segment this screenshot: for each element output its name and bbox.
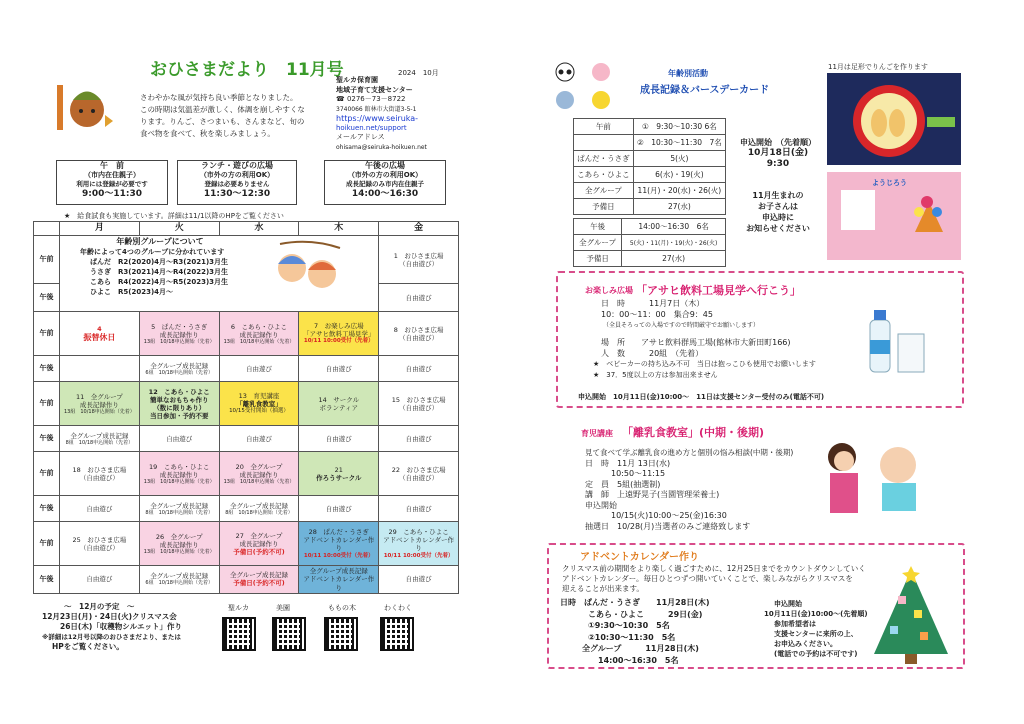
pm-label: 午後: [34, 356, 60, 382]
cal-corner: [34, 222, 60, 236]
detail-line: 抽選日 10/28(月)当選者のみご連絡致します: [585, 521, 751, 531]
cell-day: 14 サークル: [318, 395, 360, 404]
asahi-sub-label: お楽しみ広場: [585, 286, 633, 295]
detail-line: 日 時 11月 13日(水): [585, 458, 671, 468]
am-label: 午前: [34, 236, 60, 284]
qr-label: 聖ルカ: [228, 604, 249, 612]
cell-note: 13組 10/18申込開始（先着）: [143, 338, 215, 345]
row-label: 予備日: [574, 251, 622, 267]
cell-text: 「離乳食教室」: [236, 400, 282, 409]
row-label: ぱんだ・うさぎ: [574, 151, 634, 167]
cell-note: 13組 10/18申込開始（先着）: [223, 478, 295, 485]
cell-day: 12 こあら・ひよこ: [148, 387, 210, 396]
kids-illustration: [270, 240, 345, 295]
qr-code-icon[interactable]: [272, 617, 306, 651]
schedule-line: 14:00～16:30 5名: [598, 655, 679, 665]
cell-text: 全グループ成長記録: [150, 501, 209, 510]
weaning-title: 「離乳食教室」(中期・後期): [622, 426, 765, 439]
box-time: 14:00～16:30: [351, 188, 419, 199]
december-plan: [42, 602, 182, 652]
photo-caption: 11月は足形でりんごを作ります: [828, 63, 928, 71]
lunch-box: [177, 160, 297, 205]
cal-cell: [379, 452, 459, 496]
org-info: [336, 76, 456, 152]
group-sub: 年齢によって4つのグループに分かれています: [80, 248, 225, 257]
group-line: うさぎ R3(2021)4月～R4(2022)3月生: [90, 268, 229, 277]
cal-cell: 自由遊び: [60, 496, 140, 522]
box-note: 登録は必要ありません: [204, 180, 270, 188]
pm-label: 午後: [34, 426, 60, 452]
bday-line: お知らせください: [746, 224, 810, 233]
cell-day: 18 おひさま広場: [72, 465, 127, 474]
cell-day: 20 全グループ: [235, 462, 283, 471]
schedule-line: ①9:30～10:30 5名: [588, 621, 670, 630]
cell-day: 6 こあら・ひよこ: [230, 322, 288, 331]
row-label: [574, 135, 634, 151]
cell-note: 10/11 10:00受付（先着）: [383, 552, 454, 559]
cell-note: 6組 10/18申込開始（先着）: [145, 369, 213, 376]
weaning-sub-label: 育児講座: [581, 429, 613, 438]
issue-date: 2024 10月: [398, 69, 439, 77]
cell-text: 全グループ成長記録: [70, 431, 129, 440]
cal-cell: [219, 522, 299, 566]
group-line: こあら R4(2022)4月～R5(2023)3月生: [90, 278, 229, 287]
cal-cell: 自由遊び: [299, 356, 379, 382]
schedule-line: ②10:30～11:30 5名: [588, 632, 676, 642]
cell-day: 8 おひさま広場: [393, 325, 444, 334]
intro-line: この時期は気温差が激しく、体調を崩しやすくな: [140, 105, 305, 114]
detail-line: （全員そろっての入場ですので時間厳守でお願いします）: [603, 322, 760, 329]
pm-label: 午後: [34, 284, 60, 312]
birthday-note: [742, 190, 814, 234]
box-note: 利用には登録が必要です: [76, 180, 148, 188]
cal-cell: [139, 312, 219, 356]
intro-line: さわやかな風が気持ち良い季節となりました。: [140, 93, 298, 102]
asahi-sub: [585, 285, 633, 296]
detail-line: 10/15(火)10:00～25(金)16:30: [611, 511, 727, 520]
qr-code-icon[interactable]: [324, 617, 358, 651]
row-value: ② 10:30～11:30 7名: [633, 135, 725, 151]
apply-line: 支援センターに来所の上、: [774, 630, 858, 638]
cell-text: 成長記録作り: [239, 470, 279, 479]
row-value: ① 9:30～10:30 6名: [633, 119, 725, 135]
schedule-line: こあら・ひよこ 29日(金): [588, 609, 703, 619]
cell-note: 8組 10/18申込開始（先着）: [145, 509, 213, 516]
apply-line: 申込開始: [774, 600, 802, 608]
cell-text: 全グループ成長記録: [230, 571, 288, 580]
box-note: 成長記録のみ市内在住親子: [346, 180, 424, 188]
detail-line: 10：00～11：00 集合9：45: [601, 310, 713, 319]
weaning-sub: [581, 428, 613, 439]
apply-line: 10月11日(金)10:00～(先着順): [764, 610, 868, 618]
cal-cell: [379, 312, 459, 356]
row-label: 全グループ: [574, 183, 634, 199]
section-sub: 年齢別活動: [668, 69, 708, 78]
weaning-details: [585, 448, 793, 532]
cell-text: （自由遊び）: [399, 259, 439, 268]
day-header: 木: [299, 222, 379, 236]
cal-cell: [60, 312, 140, 356]
detail-line: 日 時 11月7日（木）: [601, 299, 705, 308]
pm-label: 午後: [34, 496, 60, 522]
cell-text: 成長記録作り: [159, 470, 199, 479]
cell-text: （数に限りあり）: [153, 403, 206, 412]
cell-text: 全グループ成長記録: [150, 361, 209, 370]
card-label: ようじろう: [872, 179, 907, 187]
cell-text: 作ろうサークル: [316, 473, 362, 482]
cell-text: （自由遊び）: [399, 333, 439, 342]
intro-line: アドベントカレンダー。毎日ひとつずつ開いていくことで、楽しみながらクリスマスを: [562, 574, 853, 583]
cal-cell: [219, 566, 299, 593]
cell-note: 13組 10/18申込開始（先着）: [143, 548, 215, 555]
drink-bottle-icon: [862, 306, 932, 376]
cell-day: 13 育児講座: [238, 392, 280, 401]
cell-day: 25 おひさま広場: [72, 535, 127, 544]
apply-line: お申込みください。: [774, 640, 837, 648]
holiday: 振替休日: [83, 332, 116, 342]
org-address: 3740066 館林市大街道3-5-1: [336, 105, 417, 113]
cell-text: アドベントカレンダー作り: [303, 536, 375, 553]
cal-cell: [299, 522, 379, 566]
cal-cell: 自由遊び: [219, 356, 299, 382]
cal-cell: [60, 426, 140, 452]
row-value: 5(火): [633, 151, 725, 167]
qr-label: わくわく: [384, 604, 412, 612]
cell-text: 成長記録作り: [239, 539, 279, 548]
birthday-card-photo: [827, 172, 961, 260]
cell-text: （自由遊び）: [399, 473, 439, 482]
lunch-notice: ★ 給食試食も実施しています。詳細は11/1以降のHPをご覧ください: [64, 212, 284, 220]
apply-line: (電話での予約は不可です): [774, 650, 858, 658]
intro-line: 迎えることが出来ます。: [562, 584, 644, 593]
cell-day: 27 全グループ: [235, 531, 283, 540]
detail-line: 場 所 アサヒ飲料群馬工場(館林市大新田町166): [601, 338, 791, 347]
cell-text: 全グループ成長記録: [150, 572, 209, 581]
dec-line: ※詳細は12月号以降のおひさまだより、または: [42, 633, 181, 641]
box-sub: （市外の方の利用OK）: [347, 170, 423, 179]
cell-note: 13組 10/18申込開始（先着）: [223, 338, 295, 345]
cal-cell: [139, 522, 219, 566]
cal-cell: [299, 566, 379, 593]
cell-note: 予備日(予約不可): [233, 547, 285, 556]
cal-cell: 自由遊び: [299, 496, 379, 522]
cal-cell: 自由遊び: [379, 496, 459, 522]
record-schedule-pm: [573, 218, 726, 267]
cell-text: 全グループ成長記録: [309, 567, 368, 576]
cal-cell: [219, 312, 299, 356]
box-time: 9:00～11:30: [81, 188, 143, 199]
detail-line: ★ 37．5度以上の方は参加出来ません: [593, 371, 718, 379]
cal-cell: [299, 382, 379, 426]
dec-line: 12月23日(月)・24日(火)クリスマス会: [42, 612, 177, 621]
cell-text: ボランティア: [319, 403, 359, 412]
mother-baby-illustration: [820, 435, 930, 520]
cal-cell: 自由遊び: [379, 566, 459, 593]
day-header: 火: [139, 222, 219, 236]
pm-label: 午後: [34, 566, 60, 593]
cell-day: 11 全グループ: [76, 392, 123, 401]
row-value: 5(火)・11(月)・19(火)・26(火): [622, 235, 726, 251]
apply-line: 申込開始 （先着順）: [740, 138, 816, 147]
cell-day: 15 おひさま広場: [391, 395, 446, 404]
cal-cell: [60, 452, 140, 496]
cal-cell: 自由遊び: [60, 566, 140, 593]
box-heading: ランチ・遊びの広場: [201, 161, 273, 170]
day-header: 月: [60, 222, 140, 236]
cell-day: 29 こあら・ひよこ: [388, 528, 449, 537]
apple-card-photo: [827, 73, 961, 165]
dec-title: ～ 12月の予定 ～: [64, 602, 135, 611]
cell-day: 5 ぱんだ・うさぎ: [151, 322, 208, 331]
detail-line: 定 員 5組(抽選制): [585, 479, 661, 489]
advent-apply: [764, 599, 868, 659]
am-label: 午前: [34, 522, 60, 566]
row-value: 11(月)・20(水)・26(火): [633, 183, 725, 199]
schedule-line: 日時 ぱんだ・うさぎ 11月28日(木): [560, 598, 710, 607]
row-value: 27(水): [622, 251, 726, 267]
animal-icons: [553, 60, 625, 112]
cell-day: 4: [97, 324, 102, 333]
cell-text: 成長記録作り: [159, 330, 199, 339]
box-sub: （市内在住親子）: [84, 170, 140, 179]
box-heading: 午後の広場: [365, 161, 405, 170]
box-time: 11:30～12:30: [203, 188, 271, 199]
cal-cell: [139, 566, 219, 593]
row-label: 午前: [574, 119, 634, 135]
cal-cell: [219, 382, 299, 426]
record-apply: [736, 137, 820, 170]
cell-note: 当日参加・予約不要: [149, 411, 209, 420]
row-label: 予備日: [574, 199, 634, 215]
cell-note: 10/11 10:00受付（先着）: [303, 338, 374, 345]
cell-note: 予備日(予約不可): [233, 579, 285, 588]
christmas-tree-icon: [868, 566, 954, 666]
cal-cell: [379, 236, 459, 284]
cal-cell: 自由遊び: [379, 426, 459, 452]
bday-line: 申込時に: [762, 213, 794, 222]
cal-cell: [139, 452, 219, 496]
asahi-title: 「アサヒ飲料工場見学へ行こう」: [636, 284, 801, 297]
qr-code-icon[interactable]: [380, 617, 414, 651]
cell-text: 「アサヒ飲料工場見学」: [303, 330, 375, 339]
cell-note: 10/15受付開始（抽選）: [229, 408, 289, 415]
cal-cell: [60, 382, 140, 426]
row-value: 14:00～16:30 6名: [622, 219, 726, 235]
cell-note: 8組 10/18申込開始（先着）: [65, 439, 134, 446]
row-label: 午後: [574, 219, 622, 235]
advent-title: アドベントカレンダー作り: [580, 552, 700, 563]
cal-cell: [299, 312, 379, 356]
cal-cell: [379, 382, 459, 426]
org-phone: ☎ 0276－73－8722: [336, 95, 406, 103]
org-name: 聖ルカ保育園: [336, 76, 378, 84]
intro-text: [140, 92, 340, 140]
section-title: 成長記録＆バースデーカード: [640, 85, 770, 96]
apply-line: 10月18日(金): [747, 148, 809, 158]
detail-line: 申込開始: [585, 500, 617, 510]
bday-line: お子さんは: [758, 202, 798, 211]
cal-cell: [219, 452, 299, 496]
cell-text: 成長記録作り: [239, 330, 279, 339]
detail-line: 講 師 上遠野晃子(当園管理栄養士): [585, 490, 720, 499]
cell-text: 成長記録作り: [159, 540, 199, 549]
detail-line: 人 数 20組 （先着）: [601, 349, 704, 358]
cell-day: 7 お楽しみ広場: [313, 322, 364, 331]
cal-cell: [379, 522, 459, 566]
cal-cell: [60, 522, 140, 566]
qr-label: ももの木: [328, 604, 356, 612]
cell-text: アドベントカレンダー作り: [383, 536, 455, 553]
box-heading: 午 前: [100, 161, 124, 170]
record-schedule-am: [573, 118, 726, 215]
bday-line: 11月生まれの: [752, 191, 804, 200]
org-center: 地域子育て支援センター: [336, 85, 413, 94]
cal-cell: [139, 382, 219, 426]
cell-day: 26 全グループ: [155, 532, 203, 541]
advent-schedule: [560, 597, 710, 666]
asahi-apply: 申込開始 10月11日(金)10:00～ 11日は支援センター受付のみ(電話不可): [578, 393, 825, 401]
cell-text: アドベントカレンダー作り: [303, 575, 375, 592]
calendar: [33, 221, 459, 594]
apply-line: 参加希望者は: [774, 620, 816, 628]
cal-cell: 自由遊び: [219, 426, 299, 452]
intro-line: クリスマス前の期間をより楽しく過ごすために、12月25日までをカウントダウンしていく: [562, 564, 866, 573]
cal-cell: [219, 496, 299, 522]
am-label: 午前: [34, 382, 60, 426]
afternoon-box: [324, 160, 446, 205]
cal-cell: [299, 452, 379, 496]
schedule-line: 全グループ 11月28日(木): [582, 644, 699, 653]
cell-text: 成長記録作り: [79, 400, 119, 409]
org-email[interactable]: ohisama@seiruka-hoikuen.net: [336, 143, 427, 151]
cell-day: 1 おひさま広場: [393, 251, 444, 260]
qr-label: 美園: [276, 604, 290, 612]
cell-note: 13組 10/18申込開始（先着）: [64, 408, 135, 415]
group-line: ぱんだ R2(2020)4月～R3(2021)3月生: [90, 258, 229, 267]
org-mail-label: メールアドレス: [336, 133, 385, 141]
org-url[interactable]: hoikuen.net/support: [336, 123, 407, 132]
advent-intro: [562, 564, 866, 594]
cell-note: 13組 10/18申込開始（先着）: [143, 478, 215, 485]
box-sub: （市外の方の利用OK）: [199, 170, 275, 179]
detail-line: ★ ベビーカーの持ち込み不可 当日は抱っこひも使用でお願いします: [593, 360, 816, 368]
cell-note: 6組 10/18申込開始（先着）: [145, 580, 213, 587]
cal-cell: [60, 356, 140, 382]
intro-line: 食べ物を食べて、秋を楽しみましょう。: [140, 129, 275, 138]
cal-cell: 自由遊び: [139, 426, 219, 452]
cell-text: 簡単なおもちゃ作り: [149, 395, 209, 404]
cell-day: 19 こあら・ひよこ: [149, 462, 210, 471]
org-url[interactable]: https://www.seiruka-: [336, 114, 419, 123]
qr-code-icon[interactable]: [222, 617, 256, 651]
row-value: 6(水)・19(火): [633, 167, 725, 183]
intro-line: ります。りんご、さつまいも、さんまなど、旬の: [140, 117, 305, 126]
page-title: おひさまだより 11月号: [150, 60, 344, 80]
cal-cell: 自由遊び: [299, 426, 379, 452]
autumn-illustration: [55, 75, 115, 135]
cell-text: （自由遊び）: [399, 403, 439, 412]
am-label: 午前: [34, 452, 60, 496]
asahi-details: [593, 298, 816, 381]
detail-line: 見て食べて学ぶ離乳食の進め方と個別の悩み相談(中期・後期): [585, 448, 794, 457]
cal-cell: [139, 496, 219, 522]
morning-box: [56, 160, 168, 205]
group-title: 年齢別グループについて: [116, 237, 204, 247]
group-line: ひよこ R5(2023)4月～: [90, 288, 174, 297]
row-label: 全グループ: [574, 235, 622, 251]
cell-text: （自由遊び）: [79, 473, 119, 482]
apply-line: 9:30: [766, 159, 790, 169]
cal-cell: 自由遊び: [379, 284, 459, 312]
dec-line: HPをご覧ください。: [52, 642, 124, 651]
am-label: 午前: [34, 312, 60, 356]
cell-day: 22 おひさま広場: [391, 465, 446, 474]
row-label: こあら・ひよこ: [574, 167, 634, 183]
cell-text: （自由遊び）: [79, 543, 119, 552]
cal-cell: [139, 356, 219, 382]
row-value: 27(水): [633, 199, 725, 215]
dec-line: 26日(木)「収穫物シルエット」作り: [60, 622, 182, 631]
day-header: 金: [379, 222, 459, 236]
detail-line: 10:50～11:15: [611, 469, 666, 478]
cell-text: 全グループ成長記録: [230, 501, 288, 510]
cell-day: 28 ぱんだ・うさぎ: [308, 528, 369, 537]
cell-note: 8組 10/18申込開始（先着）: [225, 509, 293, 516]
cell-note: 10/11 10:00受付（先着）: [303, 552, 374, 559]
cell-day: 21: [334, 465, 343, 474]
day-header: 水: [219, 222, 299, 236]
cal-cell: 自由遊び: [379, 356, 459, 382]
